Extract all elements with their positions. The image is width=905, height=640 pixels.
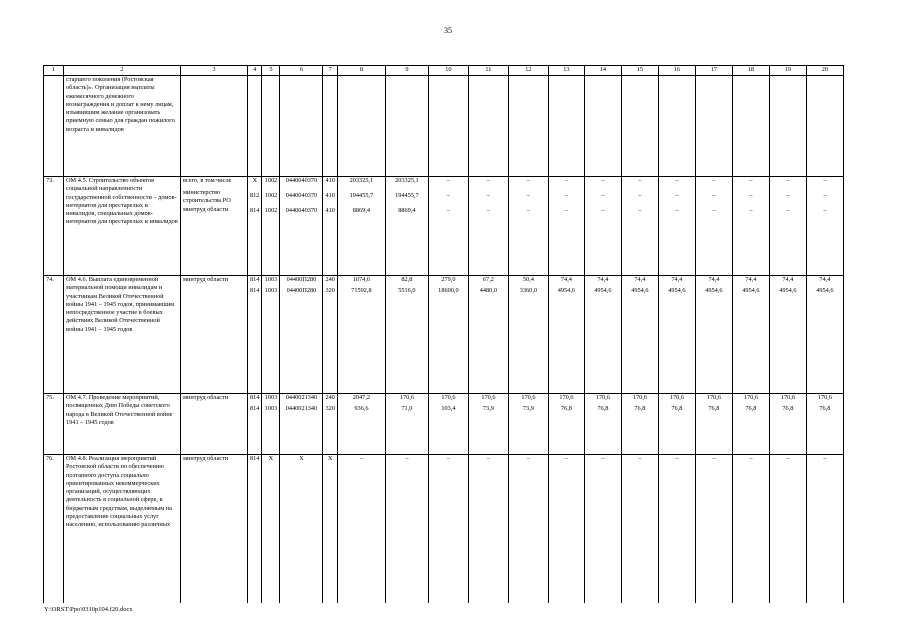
row-number: 76. <box>44 455 64 604</box>
year-2019-amount-cell <box>385 177 428 276</box>
section-code: 1002 <box>264 192 278 199</box>
year-2027-amount: 76,8 <box>708 405 720 412</box>
year-2030-amount: 74,4 <box>819 276 831 283</box>
target-article-code: 0440040370 <box>285 192 318 199</box>
year-2028-amount: – <box>749 192 753 199</box>
year-2022-amount: 73,9 <box>522 405 534 412</box>
col-header-11: 11 <box>468 66 508 76</box>
year-2022-amount-cell <box>508 276 548 394</box>
year-2027-amount: – <box>712 192 716 199</box>
empty-cell <box>468 76 508 177</box>
year-2022-amount: – <box>526 207 530 214</box>
year-2026-amount: 4954,6 <box>668 287 686 294</box>
year-2029-amount: 74,4 <box>782 276 794 283</box>
footer-file-path: Y:\ORST\Ppo\0310p104.f20.docx <box>44 606 133 613</box>
col-header-8: 8 <box>337 66 385 76</box>
year-2019-amount: 82,8 <box>401 276 413 283</box>
grbs-code-cell <box>248 455 262 604</box>
total-amount: 2047,2 <box>352 394 371 401</box>
year-2021-amount: 4480,0 <box>479 287 498 294</box>
target-article-code: 0440021340 <box>285 394 318 401</box>
col-header-16: 16 <box>658 66 695 76</box>
total-amount-cell <box>337 455 385 604</box>
col-header-17: 17 <box>695 66 732 76</box>
year-2023-amount-cell <box>548 276 584 394</box>
year-2028-amount-cell <box>732 177 769 276</box>
year-2028-amount-cell <box>732 455 769 604</box>
col-header-12: 12 <box>508 66 548 76</box>
year-2029-amount-cell <box>769 455 806 604</box>
empty-cell <box>732 76 769 177</box>
section-code-cell <box>262 455 280 604</box>
year-2026-amount-cell <box>658 394 695 455</box>
year-2021-amount: – <box>486 177 490 184</box>
year-2030-amount: 170,6 <box>817 394 832 401</box>
year-2025-amount: – <box>638 192 642 199</box>
year-2027-amount: 74,4 <box>708 276 720 283</box>
year-2024-amount: 74,4 <box>597 276 609 283</box>
year-2019-amount: 5516,0 <box>398 287 416 294</box>
year-2023-amount: – <box>564 207 568 214</box>
executor-cell <box>181 394 248 455</box>
year-2024-amount: 170,6 <box>595 394 610 401</box>
year-2024-amount: – <box>601 192 605 199</box>
page-number: 35 <box>444 26 452 35</box>
year-2026-amount: – <box>675 455 679 462</box>
executor-name: минтруд области <box>183 394 229 401</box>
year-2022-amount-cell <box>508 455 548 604</box>
year-2025-amount-cell <box>621 394 658 455</box>
grbs-code: 814 <box>250 276 260 283</box>
col-header-18: 18 <box>732 66 769 76</box>
section-code: X <box>268 455 274 462</box>
row-number: 73. <box>44 177 64 276</box>
year-2022-amount: 170,6 <box>521 394 536 401</box>
year-2028-amount: 170,6 <box>743 394 758 401</box>
empty-cell <box>806 76 843 177</box>
expense-type-code: 320 <box>325 405 335 412</box>
expense-type-code: 240 <box>325 394 335 401</box>
year-2021-amount-cell <box>468 276 508 394</box>
section-code-cell <box>262 177 280 276</box>
year-2029-amount-cell <box>769 394 806 455</box>
year-2023-amount-cell <box>548 394 584 455</box>
year-2025-amount: 74,4 <box>634 276 646 283</box>
year-2025-amount: 76,8 <box>634 405 646 412</box>
row-description: ОМ 4.8. Реализация мероприятий Ростовской области по обеспечению поэтапного доступа социально ориентированных некоммерческих организаций, осуществляющих деятельность в социальной сфере, к бюджетным средствам, выделяемым на предоставление социальных услуг населению, использованию различных <box>64 455 181 604</box>
col-header-10: 10 <box>428 66 468 76</box>
empty-cell <box>181 76 248 177</box>
year-2029-amount: – <box>786 192 790 199</box>
empty-cell <box>337 76 385 177</box>
col-header-19: 19 <box>769 66 806 76</box>
year-2028-amount: – <box>749 177 753 184</box>
year-2029-amount-cell <box>769 276 806 394</box>
col-header-1: 1 <box>44 66 64 76</box>
empty-cell <box>262 76 280 177</box>
empty-cell <box>621 76 658 177</box>
year-2024-amount: – <box>601 207 605 214</box>
total-amount: – <box>359 455 363 462</box>
grbs-code-cell <box>248 276 262 394</box>
year-2022-amount-cell <box>508 177 548 276</box>
year-2030-amount-cell <box>806 177 843 276</box>
expense-type-code-cell <box>323 455 337 604</box>
year-2029-amount: – <box>786 455 790 462</box>
year-2030-amount: 4954,6 <box>816 287 834 294</box>
col-header-13: 13 <box>548 66 584 76</box>
year-2026-amount-cell <box>658 177 695 276</box>
year-2023-amount: – <box>564 177 568 184</box>
executor-name: всего, в том числе <box>183 177 232 184</box>
year-2021-amount: 73,9 <box>482 405 494 412</box>
expense-type-code-cell <box>323 394 337 455</box>
year-2019-amount: 8869,4 <box>398 207 416 214</box>
year-2024-amount-cell <box>584 394 621 455</box>
year-2025-amount: – <box>638 177 642 184</box>
year-2024-amount-cell <box>584 276 621 394</box>
year-2022-amount: 3360,0 <box>519 287 538 294</box>
year-2022-amount: – <box>526 455 530 462</box>
year-2021-amount: – <box>486 455 490 462</box>
executor-name: минтруд области <box>183 276 229 283</box>
year-2029-amount-cell <box>769 177 806 276</box>
empty-cell <box>548 76 584 177</box>
year-2019-amount: 203325,1 <box>395 177 419 184</box>
empty-cell <box>658 76 695 177</box>
row-number <box>44 76 64 177</box>
year-2027-amount: 4954,6 <box>705 287 723 294</box>
target-article-code: X <box>299 455 304 462</box>
year-2024-amount-cell <box>584 177 621 276</box>
year-2023-amount-cell <box>548 455 584 604</box>
table-row <box>44 394 844 455</box>
section-code: 1003 <box>264 394 278 401</box>
year-2029-amount: – <box>786 207 790 214</box>
col-header-20: 20 <box>806 66 843 76</box>
col-header-15: 15 <box>621 66 658 76</box>
year-2027-amount-cell <box>695 276 732 394</box>
year-2019-amount-cell <box>385 394 428 455</box>
target-article-code: 04400П280 <box>286 276 317 283</box>
year-2025-amount-cell <box>621 177 658 276</box>
year-2021-amount: – <box>486 192 490 199</box>
executor-cell <box>181 455 248 604</box>
year-2026-amount: 76,8 <box>671 405 683 412</box>
empty-cell <box>428 76 468 177</box>
year-2025-amount: 170,6 <box>632 394 647 401</box>
year-2022-amount: 50,4 <box>522 276 534 283</box>
year-2021-amount: 67,2 <box>482 276 494 283</box>
section-code: 1003 <box>264 405 278 412</box>
year-2029-amount: 4954,6 <box>779 287 797 294</box>
grbs-code: 814 <box>250 394 260 401</box>
grbs-code: 814 <box>250 207 260 214</box>
target-article-code: 0440040370 <box>285 207 318 214</box>
year-2020-amount: 103,4 <box>441 405 456 412</box>
grbs-code-cell <box>248 394 262 455</box>
row-description: ОМ 4.5. Строительство объектов социальной направленности государственной собственности – домов-интернатов для престарелых и инвалидов, специальных домов-интернатов для престарелых и инвалидов <box>64 177 181 276</box>
year-2030-amount-cell <box>806 276 843 394</box>
year-2029-amount: 76,8 <box>782 405 794 412</box>
table-row <box>44 276 844 394</box>
table-row <box>44 455 844 604</box>
section-code: 1003 <box>264 287 278 294</box>
year-2028-amount: 4954,6 <box>742 287 760 294</box>
section-code-cell <box>262 276 280 394</box>
year-2026-amount: – <box>675 177 679 184</box>
target-article-code-cell <box>280 455 323 604</box>
year-2021-amount-cell <box>468 455 508 604</box>
year-2023-amount: 170,6 <box>559 394 574 401</box>
year-2021-amount: 170,6 <box>481 394 496 401</box>
year-2019-amount-cell <box>385 276 428 394</box>
target-article-code: 0440021340 <box>285 405 318 412</box>
year-2023-amount-cell <box>548 177 584 276</box>
empty-cell <box>280 76 323 177</box>
year-2024-amount: 4954,6 <box>594 287 612 294</box>
year-2027-amount-cell <box>695 455 732 604</box>
year-2020-amount: – <box>446 192 450 199</box>
executor-name: минтруд области <box>183 205 229 213</box>
grbs-code: 814 <box>250 455 260 462</box>
year-2024-amount-cell <box>584 455 621 604</box>
year-2027-amount: – <box>712 207 716 214</box>
year-2026-amount: 170,6 <box>669 394 684 401</box>
total-amount-cell <box>337 177 385 276</box>
year-2023-amount: 76,8 <box>560 405 572 412</box>
year-2024-amount: – <box>601 177 605 184</box>
year-2030-amount-cell <box>806 394 843 455</box>
year-2022-amount-cell <box>508 394 548 455</box>
empty-cell <box>508 76 548 177</box>
executor-cell <box>181 177 248 276</box>
col-header-14: 14 <box>584 66 621 76</box>
year-2026-amount-cell <box>658 276 695 394</box>
column-number-header <box>44 66 844 76</box>
total-amount: 1074,6 <box>352 276 371 283</box>
empty-cell <box>695 76 732 177</box>
target-article-code-cell <box>280 177 323 276</box>
year-2021-amount-cell <box>468 177 508 276</box>
year-2020-amount-cell <box>428 455 468 604</box>
empty-cell <box>248 76 262 177</box>
empty-cell <box>323 76 337 177</box>
year-2030-amount: – <box>823 192 827 199</box>
total-amount: 203325,1 <box>349 177 374 184</box>
col-header-6: 6 <box>280 66 323 76</box>
year-2026-amount-cell <box>658 455 695 604</box>
empty-cell <box>769 76 806 177</box>
year-2020-amount-cell <box>428 394 468 455</box>
year-2026-amount: – <box>675 207 679 214</box>
grbs-code: 814 <box>250 405 260 412</box>
year-2020-amount-cell <box>428 276 468 394</box>
year-2026-amount: – <box>675 192 679 199</box>
year-2028-amount-cell <box>732 394 769 455</box>
year-2027-amount: 170,6 <box>706 394 721 401</box>
year-2028-amount: – <box>749 207 753 214</box>
year-2030-amount-cell <box>806 455 843 604</box>
col-header-5: 5 <box>262 66 280 76</box>
year-2027-amount: – <box>712 177 716 184</box>
year-2025-amount-cell <box>621 276 658 394</box>
year-2026-amount: 74,4 <box>671 276 683 283</box>
year-2025-amount-cell <box>621 455 658 604</box>
table-row <box>44 177 844 276</box>
year-2030-amount: 76,8 <box>819 405 831 412</box>
expense-type-code: 410 <box>325 177 335 184</box>
col-header-7: 7 <box>323 66 337 76</box>
year-2020-amount: 279,0 <box>441 276 456 283</box>
section-code-cell <box>262 394 280 455</box>
empty-cell <box>385 76 428 177</box>
expense-type-code: X <box>327 455 333 462</box>
year-2019-amount: – <box>405 455 409 462</box>
grbs-code-cell <box>248 177 262 276</box>
row-number: 75. <box>44 394 64 455</box>
year-2021-amount-cell <box>468 394 508 455</box>
year-2022-amount: – <box>526 177 530 184</box>
empty-cell <box>584 76 621 177</box>
expense-type-code-cell <box>323 276 337 394</box>
expense-type-code: 240 <box>325 276 335 283</box>
col-header-2: 2 <box>64 66 181 76</box>
expense-type-code-cell <box>323 177 337 276</box>
year-2022-amount: – <box>526 192 530 199</box>
grbs-code: 814 <box>250 287 260 294</box>
row-description: ОМ 4.7. Проведение мероприятий, посвященных Дню Победы советского народа в Великой Отечественной войне 1941 – 1945 годов <box>64 394 181 455</box>
year-2020-amount: 18600,0 <box>438 287 459 294</box>
year-2019-amount-cell <box>385 455 428 604</box>
year-2021-amount: – <box>486 207 490 214</box>
year-2023-amount: 4954,6 <box>557 287 576 294</box>
year-2023-amount: – <box>564 192 568 199</box>
total-amount-cell <box>337 394 385 455</box>
expense-type-code: 320 <box>325 287 335 294</box>
total-amount: 71592,8 <box>351 287 372 294</box>
year-2019-amount: 71,0 <box>401 405 413 412</box>
executor-cell <box>181 276 248 394</box>
budget-table <box>43 65 844 603</box>
total-amount: 194455,7 <box>349 192 374 199</box>
target-article-code-cell <box>280 276 323 394</box>
expense-type-code: 410 <box>325 207 335 214</box>
year-2029-amount: – <box>786 177 790 184</box>
year-2023-amount: 74,4 <box>560 276 572 283</box>
year-2025-amount: 4954,6 <box>631 287 649 294</box>
year-2023-amount: – <box>564 455 568 462</box>
total-amount-cell <box>337 276 385 394</box>
table-row-continuation <box>44 76 844 177</box>
row-number: 74. <box>44 276 64 394</box>
total-amount: 8869,4 <box>352 207 371 214</box>
year-2024-amount: – <box>601 455 605 462</box>
target-article-code: 0440040370 <box>285 177 318 184</box>
year-2028-amount: 74,4 <box>745 276 757 283</box>
year-2030-amount: – <box>823 455 827 462</box>
year-2027-amount-cell <box>695 177 732 276</box>
year-2019-amount: 170,6 <box>399 394 414 401</box>
target-article-code: 04400П280 <box>286 287 317 294</box>
year-2030-amount: – <box>823 177 827 184</box>
year-2029-amount: 170,6 <box>780 394 795 401</box>
year-2024-amount: 76,8 <box>597 405 609 412</box>
year-2020-amount: – <box>446 455 450 462</box>
grbs-code: X <box>252 177 257 184</box>
col-header-9: 9 <box>385 66 428 76</box>
executor-name: минтруд области <box>183 455 229 462</box>
section-code: 1002 <box>264 207 278 214</box>
year-2028-amount: – <box>749 455 753 462</box>
row-description: ОМ 4.6. Выплата единовременной материальной помощи инвалидам и участникам Великой Отечественной войны 1941 – 1945 годов, принимавшим непосредственное участие в боевых действиях Великой Отечественной войны 1941 – 1945 годов <box>64 276 181 394</box>
col-header-3: 3 <box>181 66 248 76</box>
expense-type-code: 410 <box>325 192 335 199</box>
year-2027-amount: – <box>712 455 716 462</box>
year-2025-amount: – <box>638 455 642 462</box>
year-2025-amount: – <box>638 207 642 214</box>
year-2030-amount: – <box>823 207 827 214</box>
year-2020-amount-cell <box>428 177 468 276</box>
year-2020-amount: – <box>446 207 450 214</box>
target-article-code-cell <box>280 394 323 455</box>
section-code: 1003 <box>264 276 278 283</box>
col-header-4: 4 <box>248 66 262 76</box>
year-2027-amount-cell <box>695 394 732 455</box>
year-2020-amount: 170,6 <box>441 394 456 401</box>
total-amount: 936,6 <box>354 405 369 412</box>
year-2020-amount: – <box>446 177 450 184</box>
year-2028-amount: 76,8 <box>745 405 757 412</box>
executor-name: министерство строительства РО <box>183 189 231 205</box>
year-2019-amount: 194455,7 <box>395 192 419 199</box>
row-description: старшего поколения (Ростовская область)». Организация выплаты ежемесячного денежного вознаграждения и доплат к нему лицам, изъявившим желание организовать приемную семью для граждан пожилого возраста и инвалидов <box>64 76 181 177</box>
section-code: 1002 <box>264 177 278 184</box>
year-2028-amount-cell <box>732 276 769 394</box>
grbs-code: 812 <box>250 192 260 199</box>
